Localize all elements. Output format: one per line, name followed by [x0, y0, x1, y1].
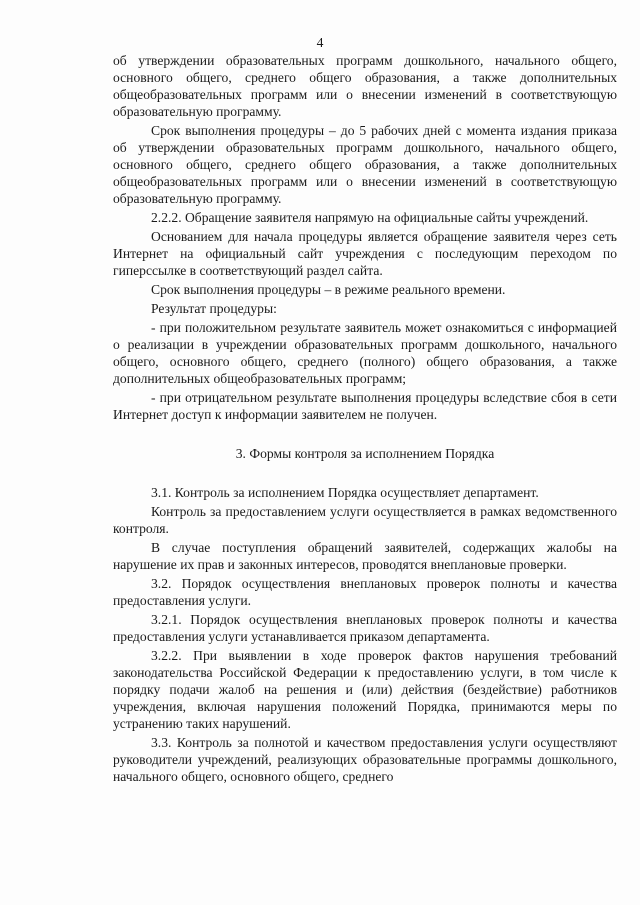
page-number: 4: [316, 35, 324, 50]
paragraph-procedure-deadline: Срок выполнения процедуры – до 5 рабочих дней с момента издания приказа об утверждении образовательных программ дошкольного, начального общего, основного общего, среднего общего образования, а также дополнительных общеобразовательных программ или о внесении изменений в соответствующую образовательную программу.: [113, 123, 617, 206]
paragraph-3-3: 3.3. Контроль за полнотой и качеством предоставления услуги осуществляют руководители учреждений, реализующих образовательные программы дошкольного, начального общего, основного общего, среднего: [113, 735, 617, 784]
paragraph-2-2-2: 2.2.2. Обращение заявителя напрямую на официальные сайты учреждений.: [151, 210, 589, 225]
paragraph-3-2: 3.2. Порядок осуществления внеплановых проверок полноты и качества предоставления услуги.: [113, 576, 617, 608]
section-heading: 3. Формы контроля за исполнением Порядка: [235, 446, 495, 461]
paragraph-procedure-basis: Основанием для начала процедуры является обращение заявителя через сеть Интернет на официальный сайт учреждения с последующим переходом по гиперссылке в соответствующий раздел сайта.: [113, 229, 617, 278]
paragraph-positive-result: - при положительном результате заявитель может ознакомиться с информацией о реализации в учреждении образовательных программ дошкольного, начального общего, основного общего, среднего (полного) общего образования, а также дополнительных общеобразовательных программ;: [113, 320, 617, 386]
paragraph-control-scope: Контроль за предоставлением услуги осуществляется в рамках ведомственного контроля.: [113, 504, 617, 536]
paragraph-procedure-term: Срок выполнения процедуры – в режиме реального времени.: [151, 282, 506, 297]
paragraph-3-2-2: 3.2.2. При выявлении в ходе проверок фактов нарушения требований законодательства Российской Федерации к предоставлению услуги, в том числе к порядку подачи жалоб на решения и (или) действия (бездействие) работников учреждения, включая нарушения положений Порядка, принимаются меры по устранению таких нарушений.: [113, 648, 617, 731]
paragraph-negative-result: - при отрицательном результате выполнения процедуры вследствие сбоя в сети Интернет доступ к информации заявителем не получен.: [113, 390, 617, 422]
paragraph-procedure-result: Результат процедуры:: [151, 301, 277, 316]
paragraph-3-2-1: 3.2.1. Порядок осуществления внеплановых проверок полноты и качества предоставления услуги устанавливается приказом департамента.: [113, 612, 617, 644]
paragraph-3-1: 3.1. Контроль за исполнением Порядка осуществляет департамент.: [151, 485, 539, 500]
paragraph-unscheduled-checks: В случае поступления обращений заявителей, содержащих жалобы на нарушение их прав и законных интересов, проводятся внеплановые проверки.: [113, 540, 617, 572]
document-body: [113, 52, 617, 787]
paragraph-continuation: об утверждении образовательных программ дошкольного, начального общего, основного общего, среднего общего образования, а также дополнительных общеобразовательных программ или о внесении изменений в соответствующую образовательную программу.: [113, 53, 617, 119]
